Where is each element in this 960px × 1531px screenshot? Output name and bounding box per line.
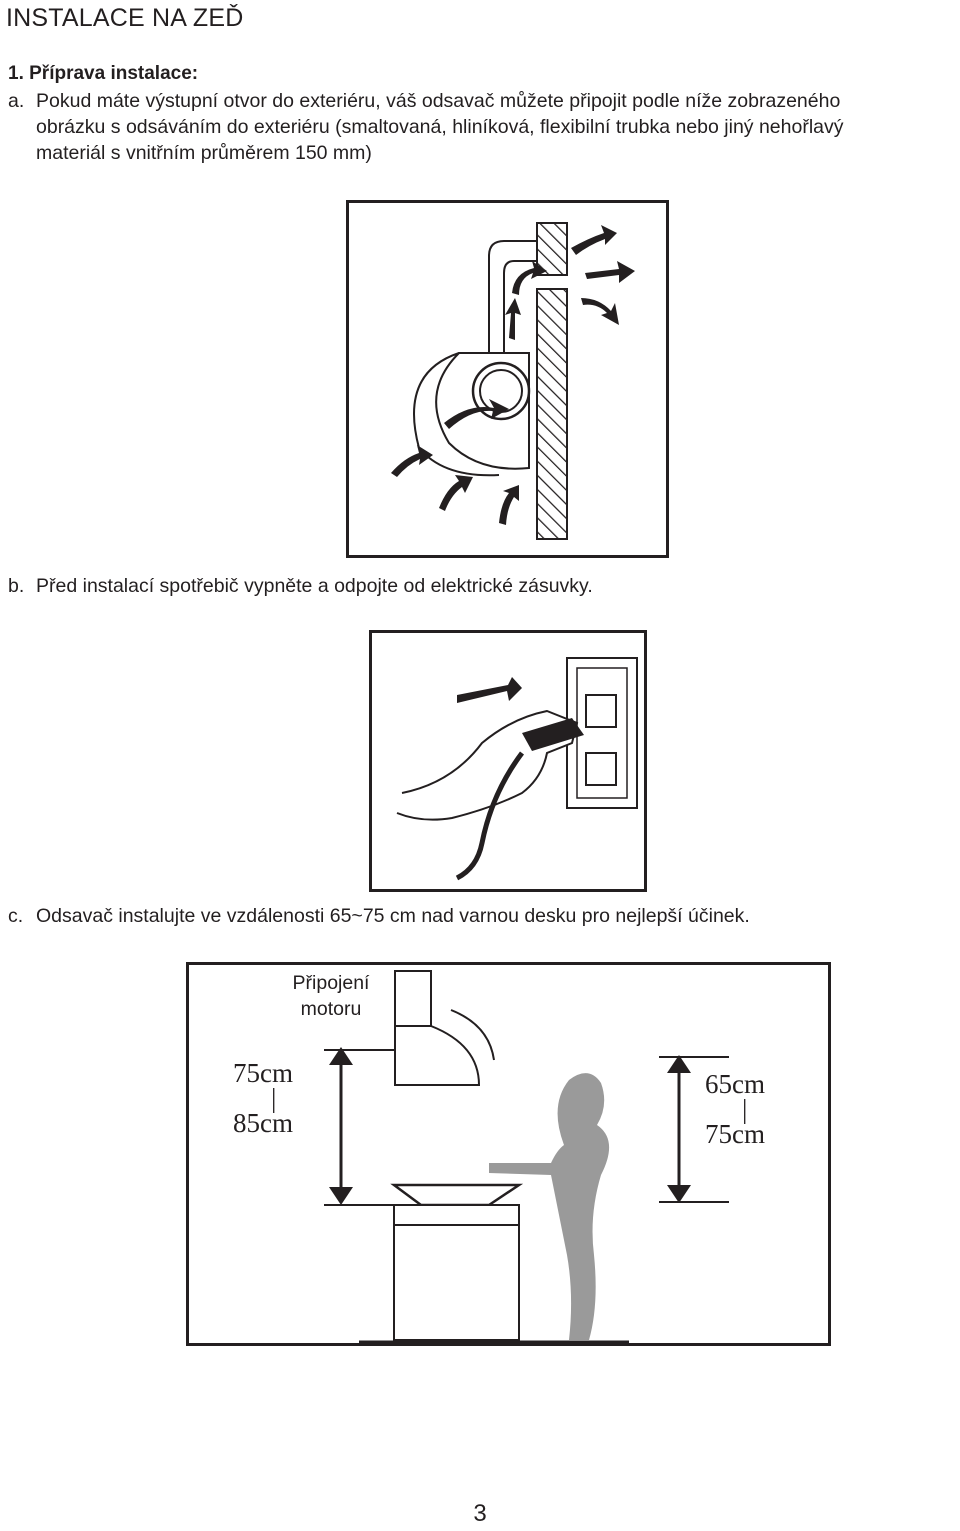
item-b-paragraph [8, 573, 593, 599]
wall-lower [537, 289, 567, 539]
wall-upper [537, 223, 567, 275]
item-a-line1: Pokud máte výstupní otvor do exteriéru, váš odsavač můžete připojit podle níže zobrazeného [36, 90, 841, 112]
motor-caption [270, 970, 392, 1022]
right-dim-bottom: 75cm [705, 1119, 765, 1149]
item-c-label: c. [8, 905, 24, 927]
chimney [395, 971, 431, 1026]
left-arrow-down [329, 1187, 353, 1205]
motor-caption-line1: Připojení [292, 972, 370, 994]
item-a-paragraph [8, 88, 844, 166]
left-dim-sep: | [271, 1083, 277, 1113]
figure-exhaust-outside [346, 200, 669, 558]
page-title: INSTALACE NA ZEĎ [6, 4, 244, 32]
left-dim-top: 75cm [233, 1058, 293, 1088]
item-c-paragraph [8, 903, 750, 929]
cabinet [394, 1225, 519, 1340]
height-illustration [189, 965, 834, 1349]
item-c-text: Odsavač instalujte ve vzdálenosti 65~75 cm nad varnou desku pro nejlepší účinek. [36, 905, 750, 927]
item-a-line2: obrázku s odsáváním do exteriéru (smaltovaná, hliníková, flexibilní trubka nebo jiný nehořlavý [36, 116, 844, 138]
motor-caption-line2: motoru [300, 998, 362, 1020]
cooktop [394, 1185, 519, 1205]
counter-top [394, 1205, 519, 1225]
page-number: 3 [473, 1500, 487, 1527]
hood [395, 1026, 479, 1085]
item-b-text: Před instalací spotřebič vypněte a odpojte od elektrické zásuvky. [36, 575, 593, 597]
right-arrow-down [667, 1185, 691, 1203]
left-dim-bottom: 85cm [233, 1108, 293, 1138]
right-dim-sep: | [742, 1094, 748, 1124]
pull-arrow [457, 677, 522, 703]
figure-unplug [369, 630, 647, 892]
item-a-line3: materiál s vnitřním průměrem 150 mm) [36, 142, 372, 164]
unplug-illustration [372, 633, 650, 895]
item-a-label: a. [8, 90, 25, 112]
exhaust-illustration [349, 203, 672, 561]
right-dim-top: 65cm [705, 1069, 765, 1099]
step-heading: 1. Příprava instalace: [8, 63, 199, 84]
item-b-label: b. [8, 575, 25, 597]
